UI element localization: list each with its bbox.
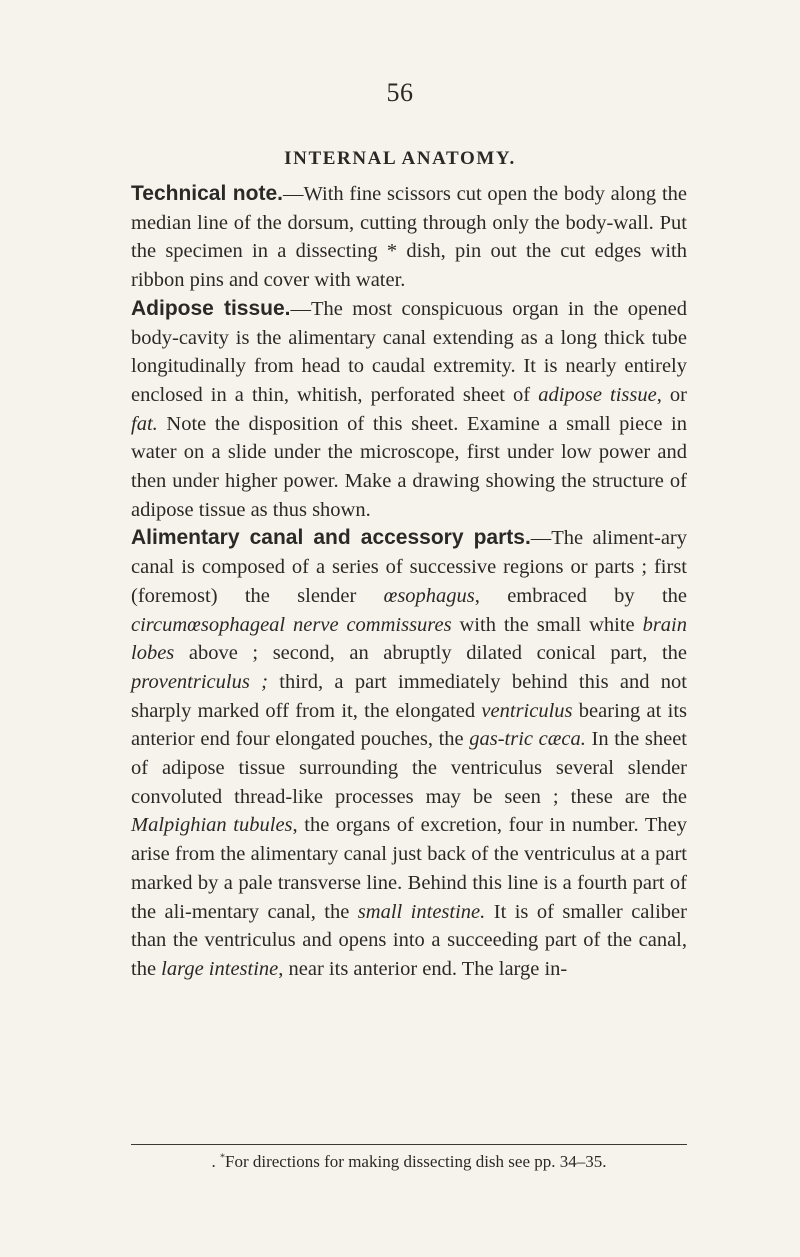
paragraph-text: Note the disposition of this sheet. Examine a small piece in water on a slide under the microscope, first under low power and then under higher power. Make a drawing showing the structure of adipose tissue as thus shown. — [131, 412, 687, 521]
paragraph-text: with the small white — [451, 613, 643, 636]
footnote-mark: * — [219, 1152, 225, 1164]
paragraph-technical-note — [131, 180, 687, 295]
footnote-reference: * — [386, 240, 398, 263]
term: fat. — [131, 412, 158, 435]
paragraph-text: dish, pin out the cut edges with ribbon pins and cover with water. — [131, 240, 687, 292]
page-number: 56 — [386, 78, 414, 107]
paragraph-text: In the sheet of adipose tissue surrounding the ventriculus several slender convoluted thread-like processes may be seen ; these are the — [131, 728, 687, 808]
term: œsophagus — [383, 584, 475, 607]
term: gas-tric cæca. — [469, 728, 586, 751]
term: ventriculus — [481, 699, 573, 722]
footnote-text: For directions for making dissecting dish see pp. 34–35. — [224, 1152, 607, 1171]
section-heading: Alimentary canal and accessory parts. — [131, 526, 531, 550]
paragraph-alimentary-canal — [131, 524, 687, 983]
term: proventriculus ; — [131, 670, 268, 693]
footnote-prefix: . — [211, 1152, 220, 1171]
section-heading: Adipose tissue. — [131, 296, 291, 320]
term: small intestine. — [357, 900, 486, 923]
paragraph-text: above ; second, an abruptly dilated conical part, the — [174, 642, 687, 665]
footnote — [131, 1152, 687, 1172]
running-head: INTERNAL ANATOMY. — [284, 148, 516, 169]
paragraph-adipose-tissue — [131, 295, 687, 525]
paragraph-text: bearing at its anterior end four elongated pouches, the — [131, 699, 687, 751]
paragraph-text: It is of smaller caliber than the ventriculus and opens into a succeeding part of the canal, the — [131, 900, 687, 980]
paragraph-text: , embraced by the — [474, 584, 687, 607]
term: large intestine — [161, 957, 279, 980]
term: Malpighian tubules — [131, 814, 293, 837]
paragraph-text: , or — [656, 383, 687, 406]
body-text — [131, 180, 687, 984]
term: brain lobes — [131, 613, 687, 665]
section-heading: Technical note. — [131, 182, 283, 205]
paragraph-text: —With fine scissors cut open the body along the median line of the dorsum, cutting through only the body-wall. Put the specimen in a dissecting — [131, 183, 687, 263]
footnote-rule — [131, 1144, 687, 1145]
paragraph-text: —The aliment-ary canal is composed of a series of successive regions or parts ; first (foremost) the slender — [131, 527, 687, 607]
paragraph-text: third, a part immediately behind this and not sharply marked off from it, the elongated — [131, 670, 687, 722]
paragraph-text: —The most conspicuous organ in the opened body-cavity is the alimentary canal extending as a long thick tube longitudinally from head to caudal extremity. It is nearly entirely enclosed in a thin, whitish, perforated sheet of — [131, 297, 687, 406]
term: circumœsophageal nerve commissures — [131, 613, 452, 636]
paragraph-text: , the organs of excretion, four in number. They arise from the alimentary canal just back of the ventriculus at a part marked by a pale transverse line. Behind this line is a fourth part of the ali-mentary canal, the — [131, 814, 687, 923]
paragraph-text: , near its anterior end. The large in- — [278, 957, 568, 980]
term: adipose tissue — [538, 383, 657, 406]
